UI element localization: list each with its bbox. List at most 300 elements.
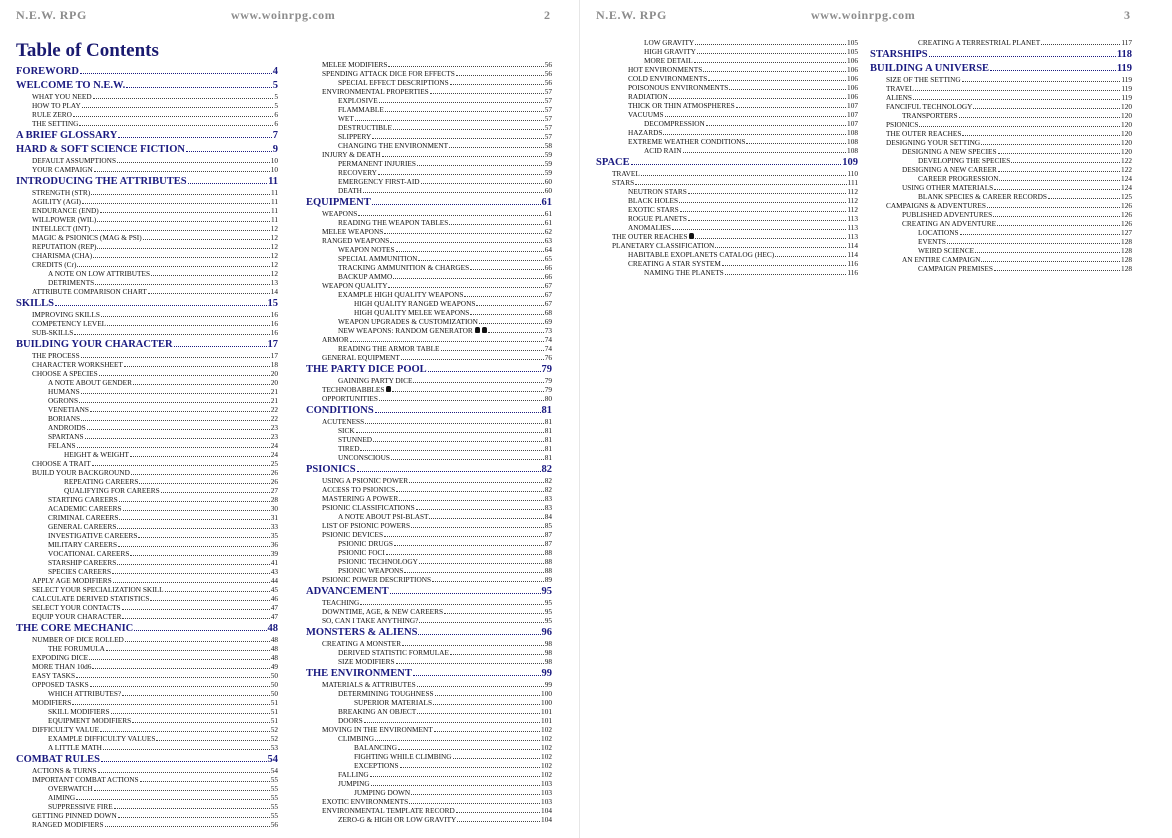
toc-entry[interactable] (16, 468, 278, 477)
toc-entry[interactable] (870, 147, 1132, 156)
toc-entry[interactable] (306, 616, 552, 625)
toc-entry[interactable] (596, 92, 858, 101)
toc-entry[interactable] (16, 206, 278, 215)
toc-entry[interactable] (16, 441, 278, 450)
toc-entry[interactable] (306, 150, 552, 159)
dot-leader (435, 695, 540, 696)
toc-entry[interactable] (306, 290, 552, 299)
toc-entry[interactable] (306, 476, 552, 485)
toc-entry[interactable] (306, 598, 552, 607)
toc-chapter-entry[interactable] (16, 79, 278, 92)
toc-entry[interactable] (870, 120, 1132, 129)
dot-leader (416, 509, 544, 510)
toc-entry[interactable] (16, 242, 278, 251)
toc-entry[interactable] (306, 530, 552, 539)
toc-entry[interactable] (16, 775, 278, 784)
toc-entry[interactable] (596, 214, 858, 223)
dot-leader (138, 537, 269, 538)
toc-entry[interactable] (306, 648, 552, 657)
toc-entry[interactable] (306, 209, 552, 218)
toc-entry[interactable] (306, 417, 552, 426)
toc-entry[interactable] (16, 396, 278, 405)
toc-entry[interactable] (16, 784, 278, 793)
toc-entry-title: ACCESS TO PSIONICS (322, 485, 396, 494)
toc-page-number: 11 (268, 176, 278, 187)
toc-entry[interactable] (596, 65, 858, 74)
toc-chapter-entry[interactable] (16, 622, 278, 635)
toc-entry[interactable] (306, 435, 552, 444)
toc-entry-title: REPEATING CAREERS (64, 477, 139, 486)
toc-entry-title: BACKUP AMMO (338, 272, 393, 281)
toc-entry[interactable] (596, 268, 858, 277)
toc-entry[interactable] (306, 123, 552, 132)
toc-entry[interactable] (306, 272, 552, 281)
toc-entry[interactable] (16, 260, 278, 269)
toc-entry[interactable] (306, 716, 552, 725)
toc-chapter-entry[interactable] (870, 48, 1132, 61)
toc-entry-title: SICK (338, 426, 355, 435)
toc-entry[interactable] (306, 639, 552, 648)
dot-leader (417, 165, 544, 166)
toc-entry[interactable] (16, 603, 278, 612)
toc-page-number: 60 (544, 177, 552, 186)
toc-entry[interactable] (16, 522, 278, 531)
toc-entry[interactable] (306, 444, 552, 453)
toc-entry[interactable] (306, 132, 552, 141)
toc-entry[interactable] (870, 210, 1132, 219)
toc-entry[interactable] (306, 797, 552, 806)
toc-entry[interactable] (306, 254, 552, 263)
toc-entry[interactable] (596, 259, 858, 268)
toc-entry-title: SLIPPERY (338, 132, 372, 141)
toc-entry[interactable] (16, 378, 278, 387)
toc-entry[interactable] (870, 219, 1132, 228)
toc-chapter-entry[interactable] (306, 196, 552, 209)
toc-page-number: 59 (544, 150, 552, 159)
toc-entry[interactable] (16, 287, 278, 296)
toc-chapter-entry[interactable] (870, 62, 1132, 75)
toc-entry-title: AN ENTIRE CAMPAIGN (902, 255, 981, 264)
toc-entry[interactable] (596, 178, 858, 187)
toc-entry[interactable] (870, 174, 1132, 183)
toc-entry[interactable] (596, 101, 858, 110)
toc-entry[interactable] (16, 743, 278, 752)
toc-entry-title: MORE THAN 10d6 (32, 662, 92, 671)
toc-entry-title: THE CORE MECHANIC (16, 623, 134, 634)
dot-leader (82, 107, 274, 108)
toc-entry[interactable] (596, 38, 858, 47)
toc-entry[interactable] (16, 165, 278, 174)
dot-leader (444, 613, 544, 614)
dot-leader (148, 293, 270, 294)
dot-leader (722, 265, 846, 266)
toc-entry[interactable] (306, 394, 552, 403)
toc-entry[interactable] (306, 227, 552, 236)
toc-page-number: 87 (544, 539, 552, 548)
dot-leader (981, 144, 1120, 145)
toc-entry[interactable] (306, 69, 552, 78)
toc-entry[interactable] (16, 432, 278, 441)
toc-entry[interactable] (306, 689, 552, 698)
toc-entry[interactable] (306, 725, 552, 734)
toc-entry[interactable] (16, 197, 278, 206)
toc-entry-title: DESIGNING YOUR SETTING (886, 138, 981, 147)
toc-entry[interactable] (306, 263, 552, 272)
toc-entry[interactable] (306, 815, 552, 824)
toc-entry-title: ANOMALIES (628, 223, 671, 232)
toc-entry[interactable] (16, 215, 278, 224)
toc-chapter-entry[interactable] (306, 667, 552, 680)
dot-leader (404, 572, 543, 573)
toc-entry[interactable] (870, 201, 1132, 210)
toc-entry[interactable] (306, 557, 552, 566)
toc-page-number: 17 (267, 339, 278, 350)
toc-chapter-entry[interactable] (16, 753, 278, 766)
toc-entry[interactable] (16, 716, 278, 725)
toc-entry[interactable] (306, 308, 552, 317)
toc-entry[interactable] (596, 223, 858, 232)
dot-leader (402, 645, 544, 646)
toc-entry[interactable] (306, 236, 552, 245)
toc-entry[interactable] (870, 93, 1132, 102)
toc-entry[interactable] (596, 56, 858, 65)
page-gutter (579, 0, 580, 838)
toc-entry-title: OGRONS (48, 396, 79, 405)
toc-chapter-entry[interactable] (16, 297, 278, 310)
toc-chapter-entry[interactable] (306, 363, 552, 376)
dot-leader (962, 81, 1121, 82)
toc-entry[interactable] (306, 426, 552, 435)
toc-page-number: 101 (541, 707, 552, 716)
toc-entry[interactable] (16, 567, 278, 576)
toc-entry[interactable] (596, 187, 858, 196)
dot-leader (131, 474, 270, 475)
toc-entry[interactable] (16, 802, 278, 811)
toc-page-number: 84 (544, 512, 552, 521)
toc-entry[interactable] (306, 788, 552, 797)
toc-entry-title: TRANSPORTERS (902, 111, 958, 120)
toc-entry[interactable] (16, 251, 278, 260)
toc-entry[interactable] (306, 177, 552, 186)
toc-entry[interactable] (16, 328, 278, 337)
toc-entry[interactable] (16, 820, 278, 829)
toc-page-number: 116 (847, 259, 858, 268)
toc-entry[interactable] (16, 725, 278, 734)
toc-entry[interactable] (306, 494, 552, 503)
toc-entry[interactable] (306, 96, 552, 105)
toc-entry[interactable] (16, 156, 278, 165)
dot-leader (101, 316, 270, 317)
toc-entry[interactable] (596, 232, 858, 241)
toc-chapter-entry[interactable] (16, 65, 278, 78)
toc-page-number: 25 (270, 459, 278, 468)
toc-entry[interactable] (870, 111, 1132, 120)
dot-leader (156, 740, 269, 741)
toc-entry[interactable] (306, 607, 552, 616)
toc-entry[interactable] (16, 405, 278, 414)
toc-entry[interactable] (306, 353, 552, 362)
toc-entry[interactable] (306, 752, 552, 761)
dot-leader (688, 220, 846, 221)
toc-entry[interactable] (16, 414, 278, 423)
toc-entry[interactable] (16, 423, 278, 432)
toc-entry[interactable] (16, 671, 278, 680)
toc-entry[interactable] (596, 241, 858, 250)
toc-page-number: 51 (270, 698, 278, 707)
toc-entry[interactable] (596, 74, 858, 83)
toc-entry[interactable] (16, 612, 278, 621)
toc-entry[interactable] (16, 576, 278, 585)
toc-entry[interactable] (306, 317, 552, 326)
toc-entry[interactable] (870, 138, 1132, 147)
toc-entry[interactable] (870, 192, 1132, 201)
toc-entry[interactable] (306, 485, 552, 494)
toc-entry-title: QUALIFYING FOR CAREERS (64, 486, 160, 495)
toc-entry[interactable] (870, 38, 1132, 47)
toc-entry[interactable] (870, 255, 1132, 264)
toc-entry-title: STRENGTH (STR) (32, 188, 91, 197)
toc-entry[interactable] (16, 495, 278, 504)
toc-entry-title: READING THE WEAPON TABLES (338, 218, 449, 227)
dot-leader (81, 420, 270, 421)
toc-entry[interactable] (870, 75, 1132, 84)
toc-entry[interactable] (16, 811, 278, 820)
toc-entry[interactable] (596, 119, 858, 128)
toc-entry[interactable] (306, 770, 552, 779)
toc-entry[interactable] (16, 698, 278, 707)
toc-entry[interactable] (16, 310, 278, 319)
toc-entry[interactable] (596, 128, 858, 137)
toc-chapter-entry[interactable] (16, 129, 278, 142)
toc-entry[interactable] (16, 734, 278, 743)
dot-leader (688, 193, 847, 194)
toc-page-number: 82 (541, 464, 552, 475)
toc-entry-title: ACADEMIC CAREERS (48, 504, 122, 513)
toc-entry[interactable] (596, 137, 858, 146)
toc-entry[interactable] (870, 165, 1132, 174)
toc-page-number: 68 (544, 308, 552, 317)
toc-entry[interactable] (870, 156, 1132, 165)
toc-entry[interactable] (16, 278, 278, 287)
toc-entry-title: SPACE (596, 157, 630, 168)
toc-chapter-entry[interactable] (16, 338, 278, 351)
toc-entry-title: NEW WEAPONS: RANDOM GENERATOR (338, 326, 473, 335)
toc-entry[interactable] (306, 743, 552, 752)
toc-entry[interactable] (870, 237, 1132, 246)
toc-entry[interactable] (16, 594, 278, 603)
dot-leader (947, 243, 1120, 244)
toc-chapter-entry[interactable] (16, 175, 278, 188)
toc-entry[interactable] (16, 653, 278, 662)
toc-entry[interactable] (16, 766, 278, 775)
toc-entry[interactable] (306, 326, 552, 335)
toc-entry[interactable] (870, 129, 1132, 138)
toc-page-number: 111 (847, 178, 858, 187)
toc-entry[interactable] (306, 806, 552, 815)
toc-entry[interactable] (306, 503, 552, 512)
toc-page-number: 103 (541, 788, 552, 797)
toc-entry[interactable] (16, 224, 278, 233)
toc-page-number: 80 (544, 394, 552, 403)
toc-page-number: 59 (544, 159, 552, 168)
toc-entry[interactable] (306, 141, 552, 150)
toc-page-number: 87 (544, 530, 552, 539)
toc-entry[interactable] (306, 521, 552, 530)
toc-entry[interactable] (596, 196, 858, 205)
toc-entry-title: THE PROCESS (32, 351, 80, 360)
toc-entry[interactable] (596, 110, 858, 119)
dot-leader (74, 334, 269, 335)
toc-entry[interactable] (306, 566, 552, 575)
toc-entry[interactable] (306, 761, 552, 770)
toc-chapter-entry[interactable] (306, 463, 552, 476)
toc-page-number: 26 (270, 468, 278, 477)
dot-leader (464, 296, 543, 297)
toc-entry[interactable] (306, 60, 552, 69)
toc-entry[interactable] (306, 680, 552, 689)
dot-leader (94, 171, 270, 172)
toc-entry[interactable] (306, 539, 552, 548)
toc-entry[interactable] (306, 657, 552, 666)
toc-entry-title: PSIONIC TECHNOLOGY (338, 557, 418, 566)
toc-page-number: 9 (272, 144, 278, 155)
toc-entry[interactable] (306, 245, 552, 254)
toc-entry[interactable] (596, 146, 858, 155)
toc-chapter-entry[interactable] (16, 143, 278, 156)
toc-page-number: 22 (270, 414, 278, 423)
toc-entry[interactable] (306, 186, 552, 195)
toc-entry-title: CHANGING THE ENVIRONMENT (338, 141, 449, 150)
dot-leader (631, 164, 842, 165)
toc-entry[interactable] (870, 264, 1132, 273)
toc-entry[interactable] (306, 218, 552, 227)
toc-entry[interactable] (596, 250, 858, 259)
toc-entry[interactable] (16, 110, 278, 119)
toc-entry[interactable] (16, 793, 278, 802)
dot-leader (150, 600, 269, 601)
toc-entry[interactable] (306, 344, 552, 353)
toc-chapter-entry[interactable] (596, 156, 858, 169)
toc-entry[interactable] (16, 662, 278, 671)
toc-entry[interactable] (16, 531, 278, 540)
toc-entry[interactable] (16, 101, 278, 110)
toc-entry[interactable] (596, 169, 858, 178)
dot-leader (449, 224, 543, 225)
toc-page-number: 81 (544, 453, 552, 462)
toc-entry[interactable] (306, 575, 552, 584)
toc-entry[interactable] (16, 680, 278, 689)
toc-entry[interactable] (306, 548, 552, 557)
toc-entry-title: FALLING (338, 770, 369, 779)
toc-entry[interactable] (16, 387, 278, 396)
toc-entry[interactable] (306, 105, 552, 114)
toc-page-number: 107 (847, 101, 858, 110)
toc-entry[interactable] (16, 549, 278, 558)
toc-entry[interactable] (306, 168, 552, 177)
toc-entry[interactable] (16, 644, 278, 653)
toc-page-number: 67 (544, 299, 552, 308)
toc-entry[interactable] (16, 689, 278, 698)
toc-entry[interactable] (16, 319, 278, 328)
toc-entry[interactable] (16, 92, 278, 101)
toc-entry[interactable] (870, 246, 1132, 255)
toc-entry[interactable] (306, 281, 552, 290)
toc-page-number: 48 (270, 635, 278, 644)
toc-entry[interactable] (16, 635, 278, 644)
toc-entry[interactable] (16, 119, 278, 128)
toc-entry[interactable] (16, 269, 278, 278)
dot-leader (385, 111, 544, 112)
toc-entry[interactable] (306, 335, 552, 344)
toc-page-number: 50 (270, 689, 278, 698)
toc-page-number: 122 (1121, 156, 1132, 165)
toc-entry[interactable] (306, 707, 552, 716)
dot-leader (672, 229, 846, 230)
toc-entry[interactable] (306, 376, 552, 385)
toc-page-number: 85 (544, 521, 552, 530)
dot-leader (375, 412, 541, 413)
toc-entry[interactable] (306, 78, 552, 87)
toc-entry[interactable] (16, 486, 278, 495)
toc-entry[interactable] (16, 233, 278, 242)
toc-entry[interactable] (16, 360, 278, 369)
toc-page-number: 122 (1121, 165, 1132, 174)
toc-entry-title: DEVELOPING THE SPECIES (918, 156, 1011, 165)
toc-entry[interactable] (16, 369, 278, 378)
toc-entry[interactable] (306, 299, 552, 308)
toc-entry[interactable] (16, 459, 278, 468)
toc-entry[interactable] (306, 453, 552, 462)
toc-entry[interactable] (306, 779, 552, 788)
toc-entry[interactable] (16, 504, 278, 513)
toc-entry[interactable] (16, 188, 278, 197)
toc-entry[interactable] (870, 228, 1132, 237)
toc-entry[interactable] (16, 707, 278, 716)
toc-chapter-entry[interactable] (306, 585, 552, 598)
toc-entry[interactable] (306, 385, 552, 394)
toc-entry[interactable] (870, 84, 1132, 93)
dot-leader (384, 536, 544, 537)
toc-entry[interactable] (16, 540, 278, 549)
toc-entry[interactable] (306, 159, 552, 168)
toc-entry[interactable] (16, 585, 278, 594)
toc-entry[interactable] (596, 83, 858, 92)
toc-page-number: 81 (544, 417, 552, 426)
toc-chapter-entry[interactable] (306, 626, 552, 639)
toc-chapter-entry[interactable] (306, 404, 552, 417)
toc-entry[interactable] (870, 183, 1132, 192)
toc-entry[interactable] (16, 450, 278, 459)
toc-page-number: 47 (270, 603, 278, 612)
toc-entry[interactable] (16, 558, 278, 567)
toc-entry[interactable] (870, 102, 1132, 111)
dot-leader (470, 314, 543, 315)
toc-entry[interactable] (16, 513, 278, 522)
dot-leader (430, 93, 544, 94)
toc-entry[interactable] (306, 512, 552, 521)
toc-page-number: 114 (847, 241, 858, 250)
dot-leader (708, 80, 846, 81)
toc-entry[interactable] (596, 47, 858, 56)
toc-entry[interactable] (16, 351, 278, 360)
toc-entry[interactable] (596, 205, 858, 214)
toc-entry[interactable] (306, 698, 552, 707)
dot-leader (92, 465, 270, 466)
toc-entry[interactable] (306, 734, 552, 743)
toc-entry[interactable] (16, 477, 278, 486)
toc-entry[interactable] (306, 114, 552, 123)
toc-entry[interactable] (306, 87, 552, 96)
